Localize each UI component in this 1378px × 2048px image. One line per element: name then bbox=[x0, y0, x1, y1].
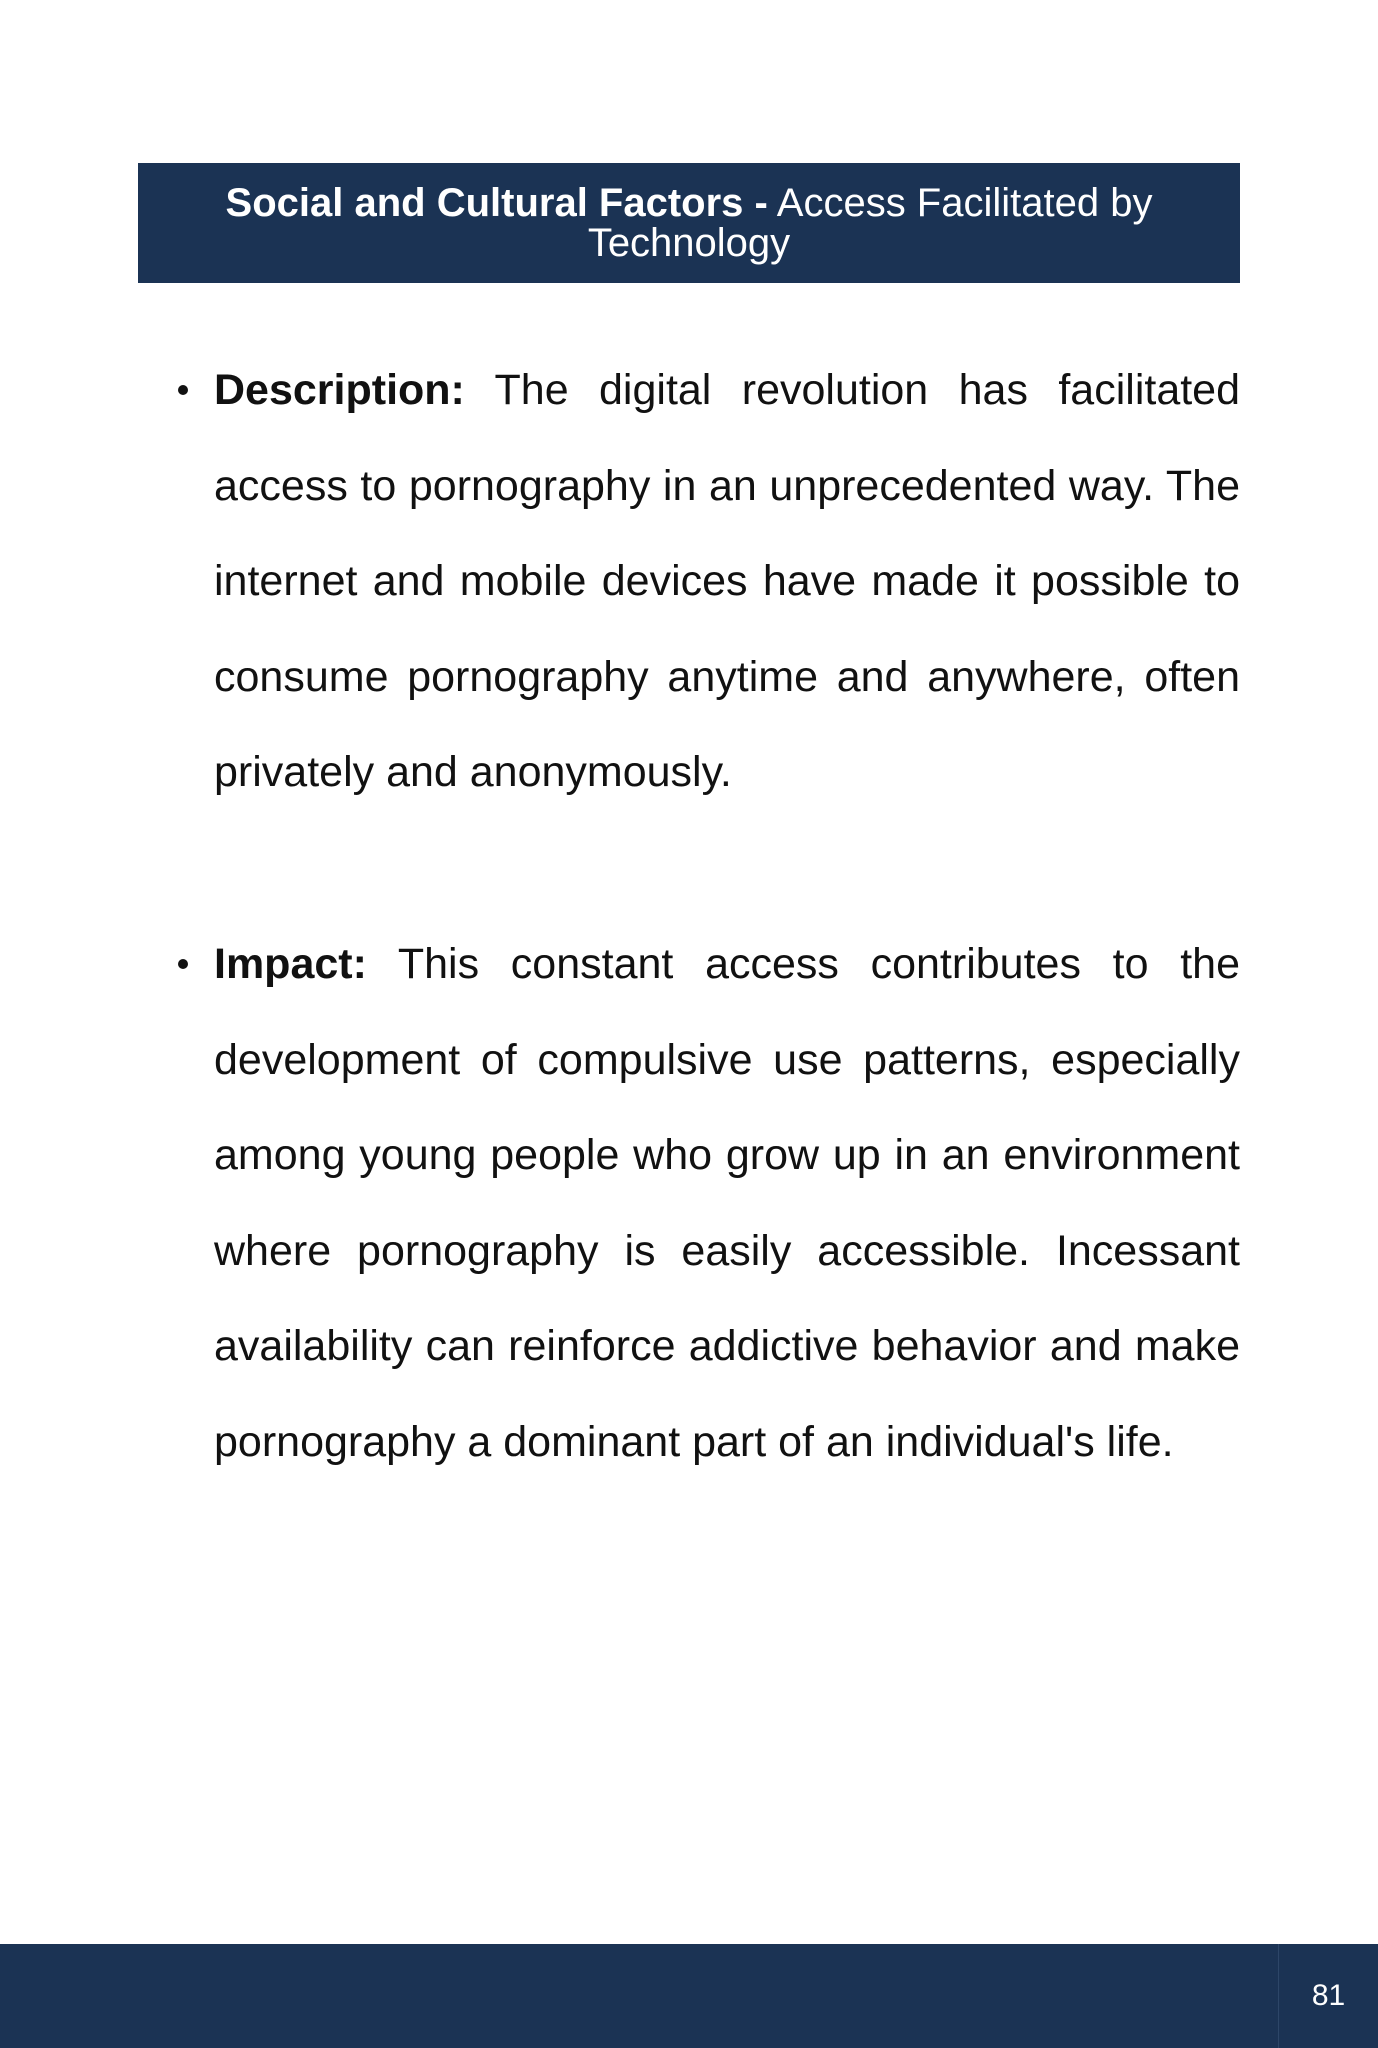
bullet-text: This constant access contributes to the development of compulsive use patterns, especially among young people who grow up in an environment where pornography is easily accessible. Incessant availability can reinforce addictive behavior and make pornography a dominant part of an individual's life. bbox=[214, 939, 1240, 1466]
bullet-label: Impact: bbox=[214, 939, 367, 988]
page-number: 81 bbox=[1278, 1944, 1378, 2048]
bullet-text: The digital revolution has facilitated access to pornography in an unprecedented way. The internet and mobile devices have made it possible to consume pornography anytime and anywhere, often privately and anonymously. bbox=[214, 366, 1241, 797]
header-title-bold: Social and Cultural Factors - bbox=[225, 181, 768, 225]
header-title-regular: Access Facilitated by Technology bbox=[587, 181, 1153, 265]
bullet-icon bbox=[178, 959, 188, 969]
page-footer bbox=[0, 1944, 1378, 2048]
bullet-icon bbox=[178, 385, 188, 395]
section-header bbox=[138, 163, 1240, 283]
bullet-item-description bbox=[170, 343, 1240, 821]
bullet-label: Description: bbox=[214, 366, 465, 414]
bullet-list bbox=[170, 343, 1240, 1491]
bullet-item-impact bbox=[170, 917, 1240, 1491]
